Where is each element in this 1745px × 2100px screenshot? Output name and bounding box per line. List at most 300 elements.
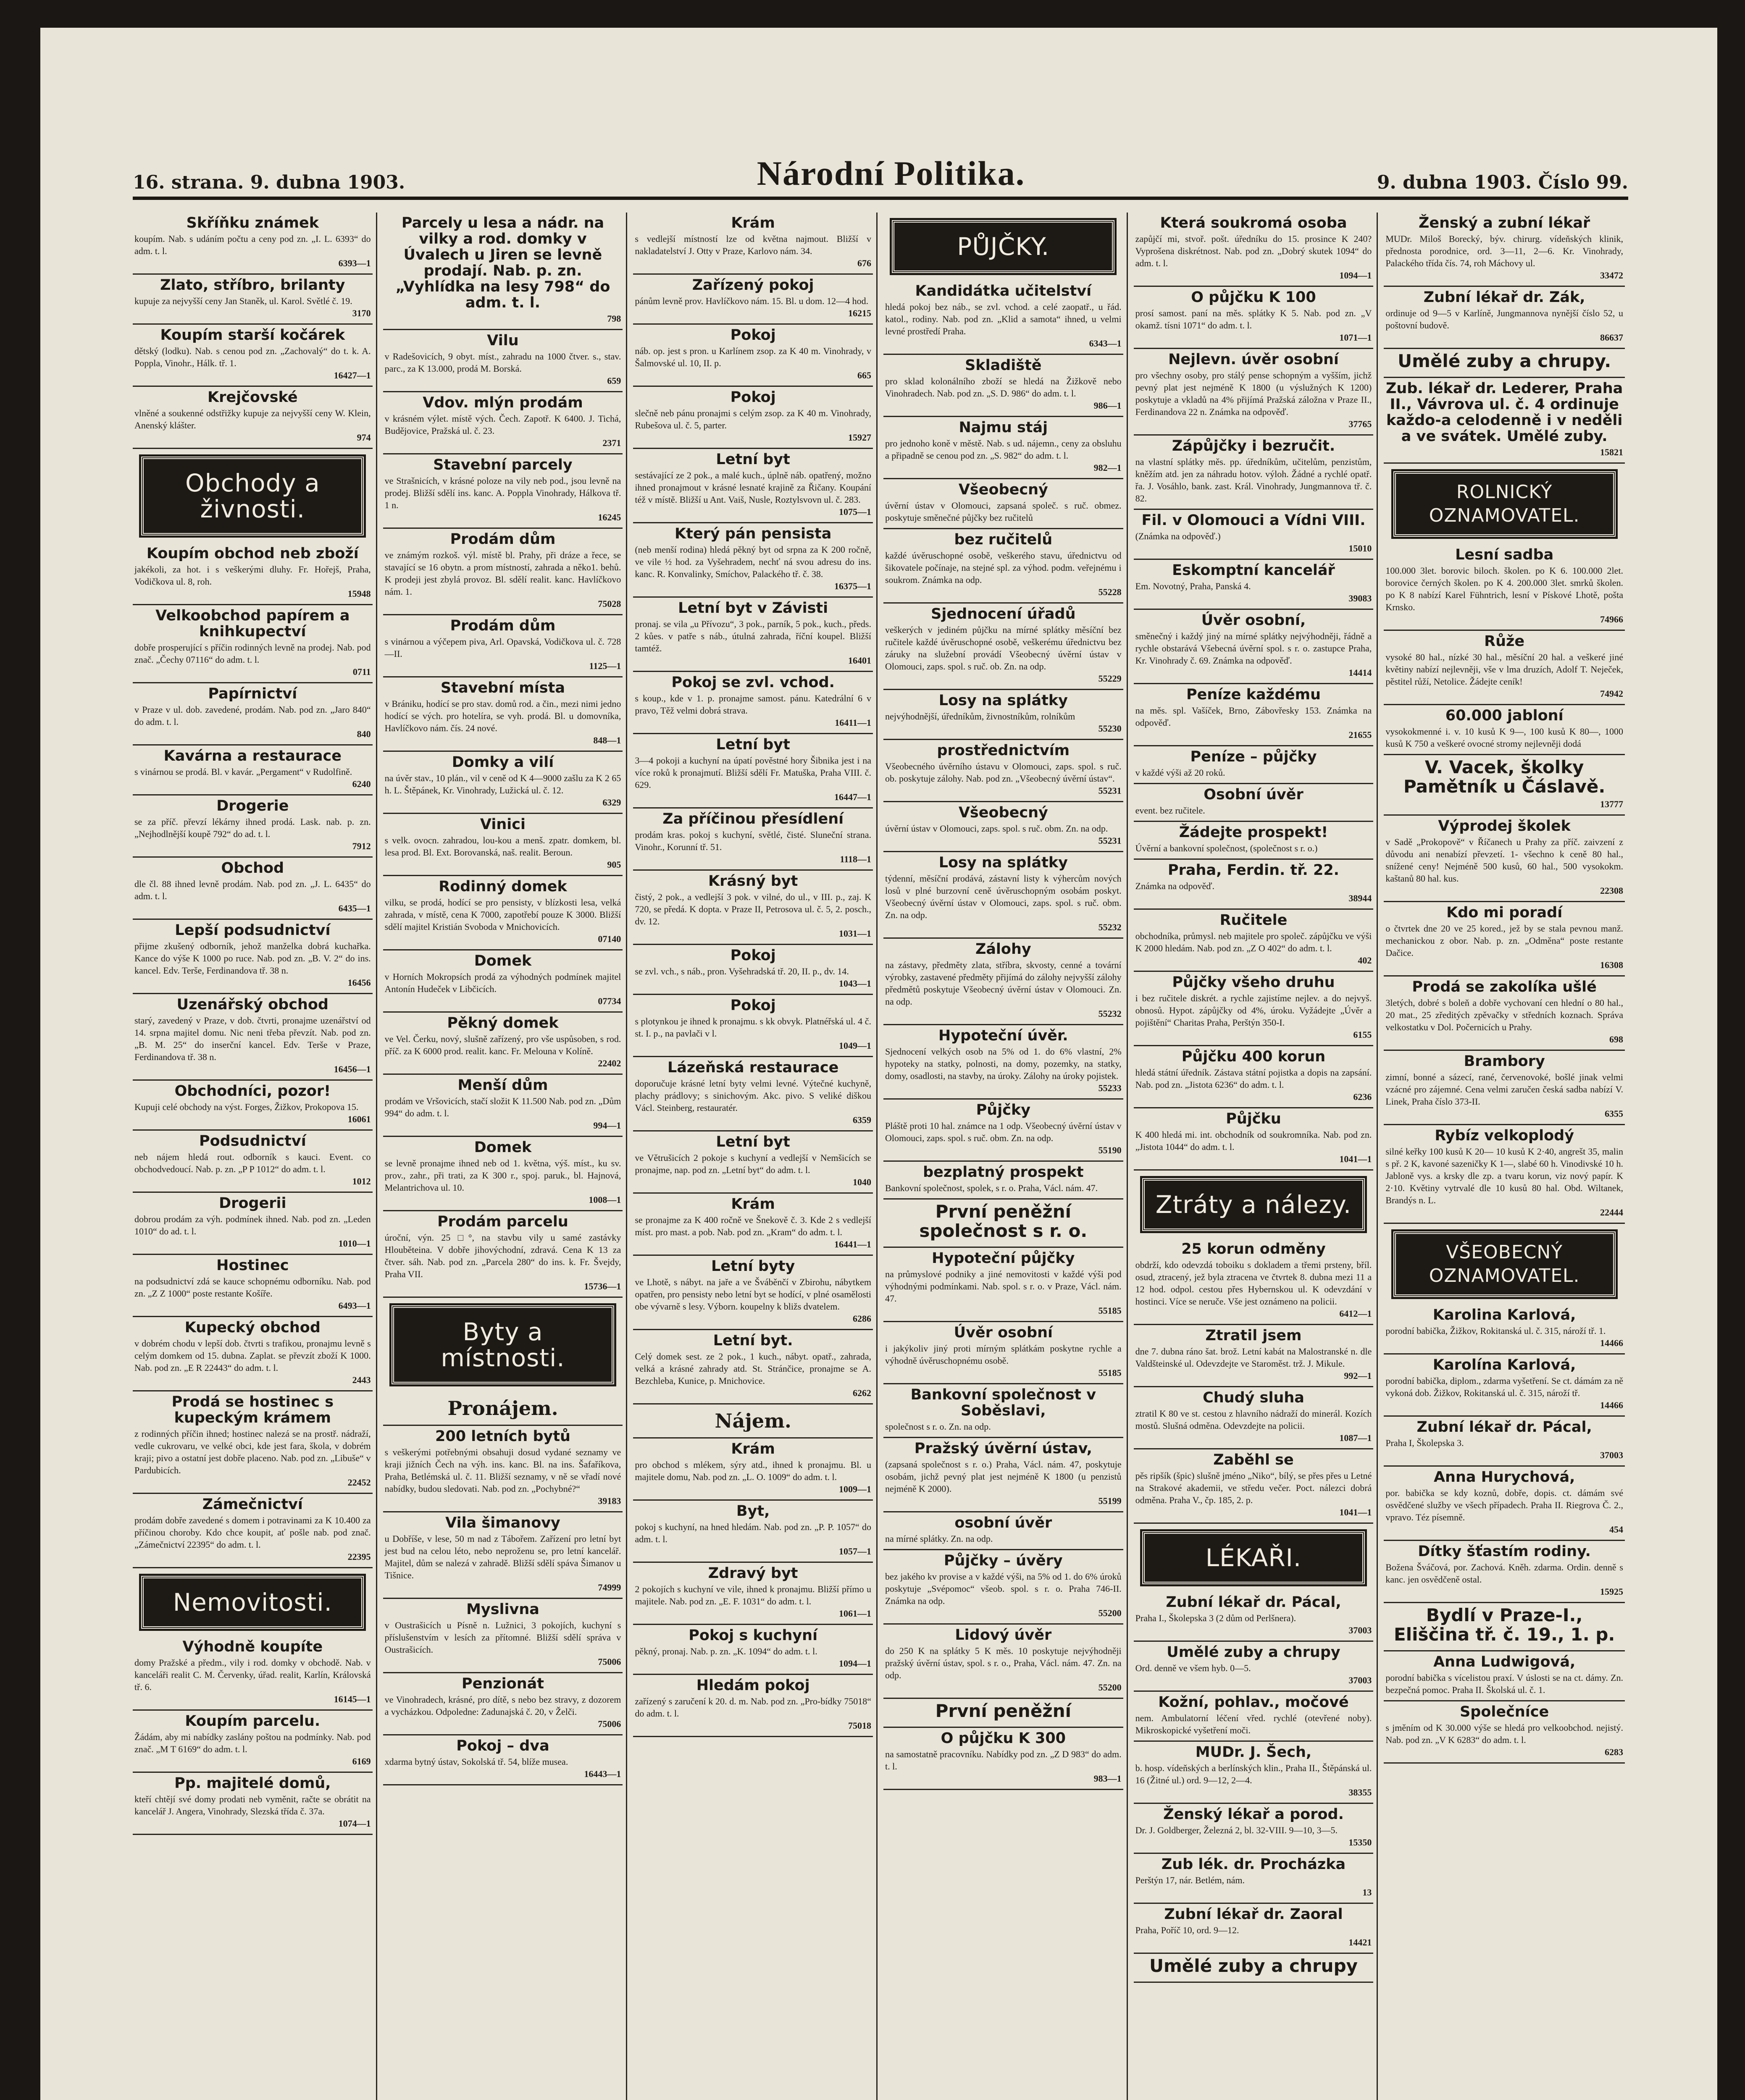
ad-text: Praha I, Školepska 3. [1385,1438,1464,1448]
ad-reference-number: 07734 [598,996,621,1006]
ad-headline: Lepší podsudnictví [175,922,331,939]
classified-ad [133,920,373,994]
ad-reference-number: 15821 [1600,447,1623,457]
ad-text: pro všechny osoby, pro stálý pense schopným a vyšším, jichž pevný plat jest nejméně K 1800 (u výslužných K 1200) poskytuje a vkladů na 4% přijímá Pražská záložna v Praze II., Ferdinandova 22 n. Známka na odpověď. [1135,370,1372,417]
classified-ad [1384,631,1625,705]
ad-text: 3letých, dobré s boleň a dobře vychovaní cen hlední o 80 hal., 20 mat., 25 zředitých zpěvačky v středních koznach. Správa velkostatku v Dol. Počernicích u Prahy. [1385,998,1623,1032]
ad-reference-number: 6359 [853,1115,871,1125]
ad-reference-number: 55200 [1098,1608,1122,1618]
ad-headline: Zdravý byt [708,1565,798,1582]
ad-headline: Prodám parcelu [437,1213,568,1230]
ad-headline: Krám [731,1196,775,1213]
ad-reference-number: 1087—1 [1339,1433,1372,1443]
ad-headline: Peníze každému [1186,686,1321,703]
classified-ad [1384,902,1625,976]
ad-text: Pláště proti 10 hal. známce na 1 odp. Všeobecný úvěrní ústav v Olomouci, zaps. spol. s ruč. obm. Zn. na odp. [885,1121,1122,1143]
ad-reference-number: 676 [857,258,871,268]
classified-ad [1134,1804,1374,1854]
classified-ad [883,802,1123,852]
ad-headline: Zámečnictví [202,1496,303,1513]
ad-reference-number: 905 [607,859,621,870]
ad-text: ve Vinohradech, krásné, pro dítě, s nebo bez stravy, z dozorem a vycházkou. Odpoledne: Zadunajská č. 20, v Želči. [384,1694,621,1717]
classified-ad [1384,349,1625,378]
section-banner-rolnicky: ROLNICKÝ OZNAMOVATEL. [1393,471,1616,537]
ad-headline: Pokoj [730,997,776,1014]
ad-text: čistý, 2 pok., a vedlejší 3 pok. v vilné, do ul., v III. p., zaj. K 720, se předá. K dopta. v Praze II, Petrosova ul. č. 5, 2. posch., dv. 12. [635,892,871,927]
ad-reference-number: 37003 [1600,1450,1623,1460]
ad-reference-number: 848—1 [593,735,621,746]
ad-reference-number: 1008—1 [589,1194,621,1205]
ad-text: vysokokmenné i. v. 10 kusů K 9—, 100 kusů K 80—, 1000 kusů K 750 a veškeré ovocné stromy nejlevněji dodá [1385,726,1623,749]
ad-headline: Stavební místa [441,680,565,696]
column-3 [633,213,878,2100]
ad-reference-number: 6236 [1353,1092,1372,1102]
ad-headline: Drogerii [219,1195,286,1212]
classified-ad [133,1494,373,1568]
ad-headline: Zařízený pokoj [692,277,814,294]
ad-reference-number: 14414 [1348,667,1372,678]
ad-text: v Praze v ul. dob. zavedené, prodám. Nab. pod zn. „Jaro 840“ do adm. t. l. [134,704,371,727]
ad-reference-number: 1075—1 [839,507,871,517]
ad-reference-number: 840 [357,729,371,739]
ad-reference-number: 16245 [598,512,621,522]
ad-text: s velk. ovocn. zahradou, lou-kou a menš. zpatr. domkem, bl. lesa prod. Bl. Ext. Borovanská, naš. realit. Beroun. [384,835,621,858]
classified-ad [633,1563,873,1625]
ad-headline: První peněžní společnost s r. o. [919,1201,1088,1241]
ad-reference-number: 1040 [853,1177,871,1187]
classified-ad [1134,972,1374,1046]
ad-reference-number: 0711 [352,667,371,677]
classified-ad [633,1194,873,1256]
ad-headline: Vinici [480,816,526,833]
ad-text: MUDr. Miloš Borecký, býv. chirurg. vídeňských klinik, přednosta porodnice, ord. 3—11, 2—6. Kr. Vinohrady, Palackého třída čís. 74, roh Máchovy ul. [1385,234,1623,268]
ad-text: hledá státní úředník. Zástava státní pojistka a dopis na zapsání. Nab. pod zn. „Jistota 6236“ do adm. t. l. [1135,1067,1372,1090]
ad-text: slečně neb pánu pronajmi s celým zsop. za K 40 m. Vinohrady, Rubešova ul. č. 5, parter. [635,408,871,430]
ad-reference-number: 1125—1 [589,661,621,671]
ad-text: se levně pronajme ihned neb od 1. května, výš. míst., ku sv. prov., zahr., při trati, za K 300 r., spoj. paruk., bl. Hajnová, Melantrichova ul. 10. [384,1158,621,1193]
classified-ad [633,1330,873,1404]
ad-reference-number: 1057—1 [839,1546,871,1557]
classified-ad [883,1438,1123,1512]
ad-text: s vinárnou a výčepem piva, Arl. Opavská, Vodičkova ul. č. 728—II. [384,636,621,659]
ad-headline: Sjednocení úřadů [931,606,1076,622]
ad-text: Dr. J. Goldberger, Železná 2, bl. 32-VIII. 9—10, 3—5. [1135,1825,1338,1835]
classified-ad [883,1200,1123,1248]
ad-text: v Radešovicích, 9 obyt. míst., zahradu na 1000 čtver. s., stav. parc., za K 13.000, prodá M. Borská. [384,351,621,374]
ad-reference-number: 1009—1 [839,1484,871,1494]
ad-text: na zástavy, předměty zlata, stříbra, skvosty, cenné a tovární výrobky, zastavené předměty přijímá do zálohy nejvyšší zálohy předmětů poskytuje Všeobecný úvěrní ústav v Olomouci. Zn. na odp. [885,960,1122,1007]
ad-reference-number: 13777 [1600,799,1623,809]
ad-text: obdrží, kdo odevzdá toboiku s dokladem a třemi prsteny, bříl. osud, ztracený, jež byla ztracena ve čtvrtek 8. dubna mezi 11 a 12 hod. odpol. cestou přes Hybernskou ul. K odevzdání v hostinci. Více se neruče. Vše jest oznámeno na policii. [1135,1260,1372,1307]
ad-reference-number: 6412—1 [1339,1308,1372,1319]
column-1-ads-bottom [133,1636,373,1835]
classified-ad [383,876,623,950]
ad-headline: Úvěr osobní, [1201,612,1306,629]
ad-headline: 60.000 jabloní [1445,707,1564,724]
ad-text: ztratil K 80 ve st. cestou z hlavního nádraží do minerál. Kozích mostů. Slušná odměna. Odevzdejte na policii. [1135,1408,1372,1431]
ad-text: na mírné splátky. Zn. na odp. [885,1533,993,1544]
classified-ad [383,529,623,615]
ad-text: s plotynkou je ihned k pronajmu. s kk obvyk. Platnéřská ul. 4 č. st. I. p., na pavlači v l. [635,1016,871,1039]
ad-reference-number: 16411—1 [835,717,871,728]
ad-text: prosí samost. paní na měs. splátky K 5. Nab. pod zn. „V okamž. tísni 1071“ do adm. t. l. [1135,308,1372,331]
ad-text: 100.000 3let. borovic biloch. školen. po K 6. 100.000 2let. borovice černých školen. po K 4. 200.000 3let. smrků školen. po K 8 nabízí Karel Fühntrich, lesní v Pískové Lhotě, pošta Krnsko. [1385,565,1623,612]
classified-ad [1384,816,1625,902]
ad-reference-number: 55228 [1098,587,1122,597]
ad-headline: Výprodej školek [1438,818,1571,835]
ad-reference-number: 402 [1358,955,1372,966]
ad-text: pro obchod s mlékem, sýry atd., ihned k pronajmu. Bl. u majitele domu, Nab. pod zn. „L. O. 1009“ do adm. t. l. [635,1460,871,1482]
ad-text: každé úvěruschopné osobě, veškerého stavu, úřednictvu od šikovatele počínaje, na stejné spl. za výhod. podm. veřejnému i soukrom. Známka na odp. [885,550,1122,585]
ad-headline: Prodám dům [450,531,556,548]
ad-text: úroční, výn. 25 □°, na stavbu vily u samé zastávky Hlouběteina. V dobře jihovýchodní, zdravá. Cena K 13 za čtver. sáh. Nab. pod zn. „Parcela 280“ do ins. k. Fr. Švejdy, Praha VII. [384,1232,621,1279]
ad-text: s jměním od K 30.000 výše se hledá pro velkoobchod. nejistý. Nab. pod zn. „V K 6283“ do adm. t. l. [1385,1722,1623,1745]
ad-reference-number: 86637 [1600,332,1623,343]
newspaper-page [40,28,1717,2100]
ad-text: Kupuji celé obchody na výst. Forges, Žižkov, Prokopova 15. [134,1102,359,1112]
ad-headline: Lidový úvěr [955,1627,1052,1643]
ad-reference-number: 16456 [347,977,371,988]
ad-reference-number: 75018 [848,1720,871,1731]
ad-reference-number: 1012 [352,1176,371,1186]
ad-headline: Pokoj – dva [456,1738,549,1754]
ad-headline: 200 letních bytů [435,1428,570,1445]
classified-ad [633,734,873,808]
ad-text: vlněné a soukenné odstřižky kupuje za nejvyšší ceny W. Klein, Anenský klášter. [134,408,371,430]
ad-reference-number: 39083 [1348,593,1372,604]
ad-headline: Kavárna a restaurace [163,748,342,764]
ad-reference-number: 55230 [1098,723,1122,734]
classified-ad [1384,1603,1625,1651]
ad-headline: Prodám dům [450,617,556,634]
ad-reference-number: 16427—1 [334,370,371,381]
classified-ad [133,1131,373,1193]
ad-headline: Fil. v Olomouci a Vídni VIII. [1141,512,1366,529]
ad-headline: Skladiště [965,357,1042,374]
ad-text: společnost s r. o. Zn. na odp. [885,1421,991,1432]
column-1 [133,213,377,2100]
ad-reference-number: 6155 [1353,1029,1372,1040]
ad-headline: Pokoj s kuchyní [689,1627,818,1644]
column-2-ads-bottom [383,1426,623,1785]
ad-headline: Karolina Karlová, [1432,1307,1576,1323]
classified-ad [1384,378,1625,464]
ad-reference-number: 55200 [1098,1682,1122,1693]
ad-headline: Eskomptní kancelář [1172,562,1335,579]
ad-reference-number: 37003 [1348,1625,1372,1635]
ad-text: se pronajme za K 400 ročně ve Šnekově č. 3. Kde 2 s vedlejší míst. pro mast. a pob. Nab. pod zn. „Kram“ do adm. t. l. [635,1215,871,1237]
ad-headline: Velkoobchod papírem a knihkupectví [155,607,350,640]
column-5 [1134,213,1378,2100]
ad-headline: Kupecký obchod [184,1319,321,1336]
ad-text: prodám kras. pokoj s kuchyní, světlé, čisté. Sluneční strana. Vinohr., Korunní tř. 51. [635,830,871,852]
classified-ad [633,871,873,945]
ad-text: se zvl. vch., s náb., pron. Vyšehradská tř. 20, II. p., dv. 14. [635,966,849,976]
classified-ad [883,417,1123,479]
ad-text: neb nájem hledá rout. odborník s kauci. Event. co obchodvedoucí. Nab. p. zn. „P P 1012“ do adm. t. l. [134,1152,371,1174]
ad-reference-number: 14421 [1348,1937,1372,1948]
ad-headline: Letní byt. [713,1332,793,1349]
classified-ad [383,950,623,1013]
ad-headline: Menší dům [457,1077,548,1094]
classified-ad [883,1100,1123,1162]
ad-text: pro sklad kolonálního zboží se hledá na Žižkově nebo Vinohradech. Nab. pod zn. „S. D. 986“ do adm. t. l. [885,376,1122,399]
ad-reference-number: 22444 [1600,1207,1623,1218]
ad-headline: Koupím obchod neb zboží [146,545,359,562]
ad-text: na samostatně pracovníku. Nabídky pod zn. „Z D 983“ do adm. t. l. [885,1749,1122,1772]
ad-headline: Za příčinou přesídlení [662,811,844,827]
ad-reference-number: 14466 [1600,1338,1623,1348]
ad-text: na vlastní splátky měs. pp. úředníkům, učitelům, penzistům, kněžím atd. jen za náhradu hotov. výloh. Žádné a rychlé opatř. řa. J. Vosáhlo, bank. zast. Král. Vinohrady, Jungmannova tř. č. 82. [1135,457,1372,504]
ad-reference-number: 22452 [347,1477,371,1488]
ad-reference-number: 74966 [1600,614,1623,625]
ad-text: jakékoli, za hot. i s veškerými dluhy. Fr. Hořejš, Praha, Vodičkova ul. 8, roh. [134,564,371,587]
ad-headline: Pp. majitelé domů, [174,1775,331,1792]
classified-ad [383,330,623,392]
ad-text: Žádám, aby mi nabídky zaslány poštou na podmínky. Nab. pod znač. „M T 6169“ do adm. t. l. [134,1732,371,1754]
ad-headline: Všeobecný [958,481,1048,498]
ad-text: na úvěr stav., 10 plán., vil v ceně od K 4—9000 zašlu za K 2 65 h. L. Štěpánek, Kr. Vinohrady, Lužická ul. č. 12. [384,773,621,795]
ad-reference-number: 55231 [1098,785,1122,796]
ad-text: s veškerými potřebnými obsahuji dosud vydané seznamy ve kraji jižních Čech na výh. ins. kanc. Bl. na ins. Šafaříkova, Praha, Betlémská ul. č. 11. Bližší seznamy, v ně se vřadí nové nabídky, budou sledovati. Nab. pod zn. „Pochybné?“ [384,1447,621,1494]
ad-headline: Losy na splátky [938,692,1068,709]
ad-reference-number: 7912 [352,841,371,851]
ad-headline: Výhodně koupíte [182,1638,323,1655]
ad-text: porodní babička, Žižkov, Rokitanská ul. č. 315, nároží tř. 1. [1385,1326,1606,1336]
classified-ad [883,604,1123,690]
ad-headline: bezplatný prospekt [923,1164,1084,1181]
ad-reference-number: 6393—1 [338,258,371,268]
classified-ad [633,945,873,995]
classified-ad [133,1317,373,1391]
ad-reference-number: 55199 [1098,1496,1122,1506]
ad-text: Praha I., Školepska 3 (2 dům od Perlšnera). [1135,1613,1296,1623]
ad-text: bez jakého kv provise a v každé výši, na 5% od 1. do 6% úroků poskytuje „Svépomoc“ všeob. spol. s r. o. Praha 746-II. Známka na odp. [885,1571,1122,1606]
ad-headline: 25 korun odměny [1181,1241,1326,1257]
ad-reference-number: 665 [857,370,871,381]
column-6-ads-middle [1384,544,1625,902]
ad-headline: Lesní sadba [1455,546,1554,563]
ad-headline: Půjčky [976,1102,1031,1118]
ad-reference-number: 16401 [848,655,871,666]
ad-text: ve Vel. Čerku, nový, slušně zařízený, pro vše uspůsoben, s rod. příč. za K 6000 prod. realit. kanc. Fr. Melouna v Kolíně. [384,1034,621,1056]
classified-ad [1384,287,1625,349]
classified-ad [883,852,1123,939]
section-banner-pujcky: PŮJČKY. [892,220,1114,273]
ad-text: v každé výši až 20 roků. [1135,767,1225,778]
ad-reference-number: 1010—1 [338,1238,371,1249]
classified-ad [1134,860,1374,910]
classified-ad [883,1728,1123,1790]
ad-text: úvěrní ústav v Olomouci, zaps. spol. s ruč. obm. Zn. na odp. [885,823,1108,834]
ad-headline: Parcely u lesa a nádr. na vilky a rod. domky v Úvalech u Jiren se levně prodají. Nab. p. zn. „Vyhlídka na lesy 798“ do adm. t. l. [395,215,610,311]
ad-headline: Letní byt [716,736,790,753]
classified-ad [1134,1592,1374,1642]
ad-text: dobře prosperující s příčin rodinných levně na prodej. Nab. pod znač. „Čechy 07116“ do adm. t. l. [134,642,371,665]
ad-text: pokoj s kuchyní, na hned hledám. Nab. pod zn. „P. P. 1057“ do adm. t. l. [635,1522,871,1544]
ad-text: dětský (lodku). Nab. s cenou pod zn. „Zachovalý“ do t. k. A. Poppla, Vinohr., Hálk. tř. 1. [134,346,371,368]
ad-headline: Obchodníci, pozor! [174,1083,331,1100]
ad-headline: Hypoteční půjčky [932,1250,1075,1267]
classified-ad [633,523,873,598]
ad-reference-number: 15736—1 [584,1281,621,1292]
ad-reference-number: 992—1 [1344,1370,1372,1381]
classified-ad [133,1636,373,1711]
newspaper-title: Národní Politika. [757,154,1025,192]
ad-headline: Pokoj [730,947,776,964]
ad-headline: Zub. lékař dr. Lederer, Praha II., Vávrova ul. č. 4 ordinuje každo-a celodenně i v neděli a ve svátek. Umělé zuby. [1386,380,1623,445]
ad-text: obchodníka, průmysl. neb majitele pro společ. zápůjčku ve výši K 2000 hledám. Nab. pod zn. „Z O 402“ do adm. t. l. [1135,931,1372,953]
ad-text: dobrou prodám za výh. podmínek ihned. Nab. pod zn. „Leden 1010“ do ad. t. l. [134,1214,371,1236]
ad-reference-number: 16215 [848,308,871,318]
ad-headline: MUDr. J. Šech, [1195,1744,1312,1761]
classified-ad [133,795,373,858]
classified-ad [1384,1701,1625,1764]
ad-reference-number: 37003 [1348,1675,1372,1685]
ad-headline: Umělé zuby a chrupy [1149,1956,1358,1976]
ad-reference-number: 55232 [1098,1008,1122,1019]
ad-reference-number: 55229 [1098,673,1122,684]
ad-headline: Vdov. mlýn prodám [423,394,583,411]
classified-ad [133,325,373,387]
ad-headline: Půjčku [1226,1110,1281,1127]
ad-text: na měs. spl. Vašíček, Brno, Zábovřesky 153. Známka na odpověď. [1135,705,1372,728]
classified-ad [1384,1541,1625,1603]
ad-headline: bez ručitelů [954,531,1053,548]
ad-headline: Praha, Ferdin. tř. 22. [1168,862,1339,879]
ad-headline: První peněžní [935,1701,1072,1721]
classified-ad [633,1501,873,1563]
ad-text: pronaj. se vila „u Přívozu“, 3 pok., parník, 5 pok., kuch., předs. 2 kůes. v patře s náb., útulná zahrada, říční koupel. Bližší tamtéž. [635,619,871,654]
ad-reference-number: 1061—1 [839,1608,871,1619]
ad-headline: Bankovní společnost v Soběslavi, [910,1386,1096,1419]
classified-ad [883,1512,1123,1550]
ad-headline: Zaběhl se [1213,1452,1294,1468]
ad-headline: O půjčku K 300 [941,1730,1066,1747]
ad-columns [133,213,1628,2100]
ad-reference-number: 1049—1 [839,1040,871,1051]
ad-reference-number: 16145—1 [334,1694,371,1704]
ad-reference-number: 3170 [352,308,371,318]
ad-text: v dobrém chodu v lepší dob. čtvrti s trafikou, pronajmu levně s celým domkem od 15. dubna. Zaplat. se převzít zboží K 1000. Nab. pod zn. „E R 22443“ do adm. t. l. [134,1338,371,1373]
ad-reference-number: 15010 [1348,543,1372,554]
column-6 [1384,213,1628,2100]
ad-text: sestávající ze 2 pok., a malé kuch., úplně náb. opatřený, možno ihned pronajmout v krásné lesnaté krajině za Řičany. Koupání též v místě. Bližší u Ant. Vaiš, Nusle, Roztylsvovn ul. č. 283. [635,470,871,505]
ad-headline: Byt, [736,1503,770,1520]
classified-ad [1134,910,1374,972]
ad-reference-number: 994—1 [593,1120,621,1131]
classified-ad [883,1699,1123,1728]
classified-ad [383,752,623,814]
ad-headline: Peníze – půjčky [1190,748,1317,765]
classified-ad [1134,1854,1374,1904]
column-3-ads-bottom [633,1438,873,1737]
ad-headline: Růže [1484,633,1525,650]
ad-text: pěs ripšík (špic) slušně jméno „Niko“, bílý, se přes přes u Letné na Strakové akademii, ve středu večer. Poct. nálezci dobrá odměna. Praha V., čp. 185, 2. p. [1135,1470,1372,1505]
classified-ad [1134,610,1374,684]
ad-reference-number: 07140 [598,934,621,944]
ad-text: Úvěrní a bankovní společnost, (společnost s r. o.) [1135,843,1318,853]
ad-text: přijme zkušený odborník, jehož manželka dobrá kuchařka. Kance do výše K 1000 po ruce. Nab. pod zn. „B. V. 2“ do ins. kancel. Edv. Terše, Ferdinandova tř. 38 n. [134,941,371,976]
column-4 [883,213,1128,2100]
ad-text: pánům levně prov. Havlíčkovo nám. 15. Bl. u dom. 12—4 hod. [635,296,869,306]
classified-ad [133,683,373,746]
ad-headline: Ztratil jsem [1205,1327,1302,1344]
ad-headline: Anna Ludwigová, [1433,1654,1576,1670]
ad-text: do 250 K na splátky 5 K měs. 10 poskytuje nejvýhodněji pražský úvěrní ústav, spol. s r. o., Praha, Václ. nám. 47. Zn. na odp. [885,1646,1122,1680]
classified-ad [1134,349,1374,436]
ad-headline: Vilu [487,332,519,349]
ad-reference-number: 14466 [1600,1400,1623,1410]
ad-headline: Kdo mi poradí [1446,904,1563,921]
ad-headline: Všeobecný [958,804,1048,821]
ad-headline: Karolína Karlová, [1432,1357,1576,1373]
ad-headline: Osobní úvěr [1204,786,1303,803]
ad-headline: Lázeňská restaurace [668,1059,839,1076]
ad-reference-number: 6283 [1605,1747,1623,1757]
ad-text: v Brániku, hodící se pro stav. domů rod. a čin., mezi nimi jedno hodící se vých. pro hotelíra, se vyh. prodá. Bl. u domovníka, Havlíčkovo nám. čís. 24 nové. [384,698,621,733]
ad-headline: Zálohy [975,941,1031,958]
section-heading-pronajem: Pronájem. [383,1392,623,1426]
ad-reference-number: 37765 [1348,419,1372,429]
classified-ad [633,598,873,672]
classified-ad [1384,213,1625,287]
ad-headline: Ženský lékař a porod. [1163,1806,1344,1823]
ad-headline: Umělé zuby a chrupy [1167,1644,1340,1661]
classified-ad [383,1735,623,1785]
ad-reference-number: 6343—1 [1089,338,1122,349]
classified-ad [883,740,1123,802]
ad-headline: Zlato, stříbro, brilanty [160,277,345,294]
ad-reference-number: 75006 [598,1656,621,1667]
ad-text: v krásném výlet. místě vých. Čech. Zapotř. K 6400. J. Tichá, Budějovice, Pražská ul. č. 23. [384,413,621,436]
ad-text: se za příč. převzí lékárny ihned prodá. Lask. nab. p. zn. „Nejhodlnější koupě 792“ do ad. t. l. [134,816,371,839]
classified-ad [633,449,873,523]
ad-reference-number: 15948 [347,588,371,599]
ad-text: u Dobříše, v lese, 50 m nad z Tábořem. Zařízení pro letní byt jest bud na celou léto, nebo neproženu se, pro letní kancelář. Majitel, dům se nalezá v zahradě. Bližší sdělí spáva Šimanov u Tišnice. [384,1533,621,1580]
section-banner-byty: Byty a místnosti. [392,1305,614,1384]
ad-text: koupím. Nab. s udáním počtu a ceny pod zn. „I. L. 6393“ do adm. t. l. [134,234,371,256]
classified-ad [383,1211,623,1298]
ad-headline: Domky a vilí [452,754,554,771]
ad-headline: Pěkný domek [447,1015,559,1032]
ad-text: Perštýn 17, nár. Betlém, nám. [1135,1875,1245,1885]
ad-headline: O půjčku K 100 [1191,289,1316,306]
ad-text: nejvýhodnější, úředníkům, živnostníkům, rolníkům [885,711,1075,722]
ad-text: K 400 hledá mi. int. obchodník od soukromníka. Nab. pod zn. „Jistota 1044“ do adm. t. l. [1135,1129,1372,1152]
classified-ad [1134,1692,1374,1742]
classified-ad [1134,1046,1374,1108]
ad-headline: Papírnictví [208,685,297,702]
ad-reference-number: 21655 [1348,730,1372,740]
classified-ad [1134,1387,1374,1449]
ad-text: Ord. denně ve všem hyb. 0—5. [1135,1663,1251,1673]
ad-reference-number: 16443—1 [584,1769,621,1779]
ad-headline: Zubní lékař dr. Zaoral [1164,1906,1343,1923]
ad-text: por. babička se kdy koznů, dobře, dopis. ct. dámám své osvědčené služby ve všech případech. Praha II. Riegrova Č. 2., vpravo. Téz písemně. [1385,1488,1623,1522]
ad-reference-number: 74942 [1600,688,1623,699]
ad-headline: Hledám pokoj [696,1677,810,1694]
ad-text: 2 pokojích s kuchyní ve vile, ihned k pronajmu. Bližší přímo u majitele. Nab. pod zn. „E. F. 1031“ do adm. t. l. [635,1584,871,1606]
classified-ad [1384,1467,1625,1541]
ad-reference-number: 15350 [1348,1837,1372,1848]
classified-ad [1134,1642,1374,1692]
ad-reference-number: 22395 [347,1551,371,1562]
ad-reference-number: 6493—1 [338,1300,371,1311]
ad-text: ve Větrušicích 2 pokoje s kuchyní a vedlejší v Nemšicích se pronajme, nap. pod zn. „Letní byt“ do adm. t. l. [635,1152,871,1175]
classified-ad [633,1625,873,1675]
section-banner-lekari: LÉKAŘI. [1142,1531,1365,1584]
